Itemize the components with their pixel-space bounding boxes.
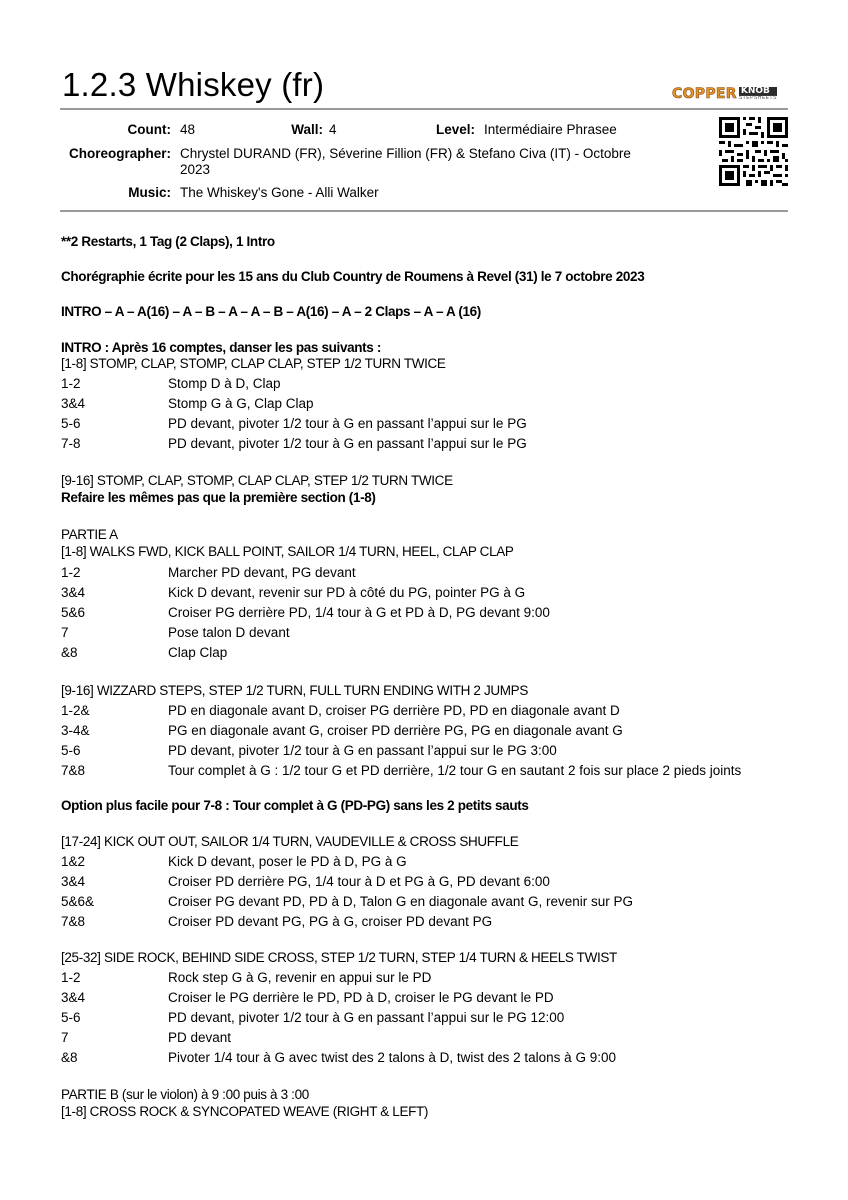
choreographer-value-line2: 2023 bbox=[180, 162, 211, 177]
level-label: Level: bbox=[435, 122, 475, 137]
step-desc: Pose talon D devant bbox=[168, 625, 290, 640]
qr-code bbox=[719, 117, 788, 186]
partA-title: PARTIE A bbox=[61, 527, 118, 542]
step-count: 1&2 bbox=[61, 854, 86, 869]
step-desc: PG en diagonale avant G, croiser PD derrière PG, PG en diagonale avant G bbox=[168, 723, 623, 738]
intro-heading: INTRO : Après 16 comptes, danser les pas suivants : bbox=[61, 340, 382, 355]
step-desc: PD devant, pivoter 1/2 tour à G en passant l’appui sur le PG bbox=[168, 416, 527, 431]
count-label: Count: bbox=[127, 122, 171, 137]
step-count: 5-6 bbox=[61, 416, 81, 431]
restarts-note: **2 Restarts, 1 Tag (2 Claps), 1 Intro bbox=[61, 234, 275, 249]
step-desc: Stomp G à G, Clap Clap bbox=[168, 396, 314, 411]
step-desc: Rock step G à G, revenir en appui sur le PD bbox=[168, 970, 432, 985]
partA-section4-title: [25-32] SIDE ROCK, BEHIND SIDE CROSS, STEP 1/2 TURN, STEP 1/4 TURN & HEELS TWIST bbox=[61, 950, 617, 965]
step-count: 5-6 bbox=[61, 743, 81, 758]
step-count: 7 bbox=[61, 625, 69, 640]
step-desc: Pivoter 1/4 tour à G avec twist des 2 talons à D, twist des 2 talons à G 9:00 bbox=[168, 1050, 616, 1065]
intro-section2-title: [9-16] STOMP, CLAP, STOMP, CLAP CLAP, STEP 1/2 TURN TWICE bbox=[61, 473, 453, 488]
intro-section2-note: Refaire les mêmes pas que la première section (1-8) bbox=[61, 490, 376, 505]
step-desc: Kick D devant, poser le PD à D, PG à G bbox=[168, 854, 407, 869]
partA-section1-title: [1-8] WALKS FWD, KICK BALL POINT, SAILOR 1/4 TURN, HEEL, CLAP CLAP bbox=[61, 544, 514, 559]
step-count: 7-8 bbox=[61, 436, 81, 451]
meta-divider bbox=[60, 210, 788, 212]
logo-side bbox=[739, 87, 777, 101]
step-count: 7&8 bbox=[61, 914, 86, 929]
step-desc: Stomp D à D, Clap bbox=[168, 376, 281, 391]
step-desc: Croiser PD devant PG, PG à G, croiser PD devant PG bbox=[168, 914, 493, 929]
step-desc: Croiser PG devant PD, PD à D, Talon G en diagonale avant G, revenir sur PG bbox=[168, 894, 633, 909]
step-count: 5&6& bbox=[61, 894, 95, 909]
step-desc: Clap Clap bbox=[168, 645, 228, 660]
step-count: 3&4 bbox=[61, 585, 86, 600]
intro-section1-title: [1-8] STOMP, CLAP, STOMP, CLAP CLAP, STEP 1/2 TURN TWICE bbox=[61, 356, 446, 371]
step-count: 1-2 bbox=[61, 376, 81, 391]
music-label: Music: bbox=[128, 185, 171, 200]
step-count: 3&4 bbox=[61, 990, 86, 1005]
step-count: 7&8 bbox=[61, 763, 86, 778]
page-title: 1.2.3 Whiskey (fr) bbox=[62, 66, 325, 103]
step-count: 5-6 bbox=[61, 1010, 81, 1025]
step-count: &8 bbox=[61, 1050, 78, 1065]
partA-section3-title: [17-24] KICK OUT OUT, SAILOR 1/4 TURN, VAUDEVILLE & CROSS SHUFFLE bbox=[61, 834, 519, 849]
logo-main-text: COPPER bbox=[672, 86, 737, 102]
step-desc: PD devant, pivoter 1/2 tour à G en passant l’appui sur le PG 3:00 bbox=[168, 743, 557, 758]
partA-section2-option: Option plus facile pour 7-8 : Tour complet à G (PD-PG) sans les 2 petits sauts bbox=[61, 798, 529, 813]
logo-sub-text: STEPSHEETS bbox=[738, 95, 777, 101]
dedication-note: Chorégraphie écrite pour les 15 ans du Club Country de Roumens à Revel (31) le 7 octobre 2023 bbox=[61, 269, 645, 284]
choreographer-label: Choreographer: bbox=[68, 146, 171, 161]
wall-label: Wall: bbox=[291, 122, 323, 137]
header-divider bbox=[60, 108, 788, 110]
step-count: &8 bbox=[61, 645, 78, 660]
step-desc: PD devant bbox=[168, 1030, 232, 1045]
step-count: 3&4 bbox=[61, 874, 86, 889]
sequence-note: INTRO – A – A(16) – A – B – A – A – B – A(16) – A – 2 Claps – A – A (16) bbox=[61, 304, 481, 319]
step-count: 1-2 bbox=[61, 970, 81, 985]
partA-section2-title: [9-16] WIZZARD STEPS, STEP 1/2 TURN, FULL TURN ENDING WITH 2 JUMPS bbox=[61, 683, 528, 698]
partB-section1-title: [1-8] CROSS ROCK & SYNCOPATED WEAVE (RIGHT & LEFT) bbox=[61, 1104, 429, 1119]
step-desc: Tour complet à G : 1/2 tour G et PD derrière, 1/2 tour G en sautant 2 fois sur place 2 pieds joints bbox=[168, 763, 742, 778]
count-value: 48 bbox=[180, 122, 196, 137]
step-count: 1-2 bbox=[61, 565, 81, 580]
level-value: Intermédiaire Phrasee bbox=[484, 122, 617, 137]
step-desc: Croiser PD derrière PG, 1/4 tour à D et PG à G, PD devant 6:00 bbox=[168, 874, 550, 889]
partB-title: PARTIE B (sur le violon) à 9 :00 puis à 3 :00 bbox=[61, 1087, 309, 1102]
logo-knob-text: KNOB bbox=[739, 87, 777, 96]
step-desc: PD devant, pivoter 1/2 tour à G en passant l’appui sur le PG 12:00 bbox=[168, 1010, 565, 1025]
step-count: 7 bbox=[61, 1030, 69, 1045]
step-count: 3&4 bbox=[61, 396, 86, 411]
step-desc: Kick D devant, revenir sur PD à côté du PG, pointer PG à G bbox=[168, 585, 526, 600]
copperknob-logo bbox=[672, 84, 790, 104]
step-desc: Croiser PG derrière PD, 1/4 tour à G et PD à D, PG devant 9:00 bbox=[168, 605, 550, 620]
step-count: 3-4& bbox=[61, 723, 90, 738]
step-desc: PD devant, pivoter 1/2 tour à G en passant l’appui sur le PG bbox=[168, 436, 527, 451]
step-count: 5&6 bbox=[61, 605, 86, 620]
step-count: 1-2& bbox=[61, 703, 90, 718]
step-desc: Marcher PD devant, PG devant bbox=[168, 565, 356, 580]
choreographer-value-line1: Chrystel DURAND (FR), Séverine Fillion (FR) & Stefano Civa (IT) - Octobre bbox=[180, 146, 631, 161]
step-desc: Croiser le PG derrière le PD, PD à D, croiser le PG devant le PD bbox=[168, 990, 554, 1005]
music-value: The Whiskey's Gone - Alli Walker bbox=[180, 185, 379, 200]
step-desc: PD en diagonale avant D, croiser PG derrière PD, PD en diagonale avant D bbox=[168, 703, 620, 718]
wall-value: 4 bbox=[329, 122, 337, 137]
